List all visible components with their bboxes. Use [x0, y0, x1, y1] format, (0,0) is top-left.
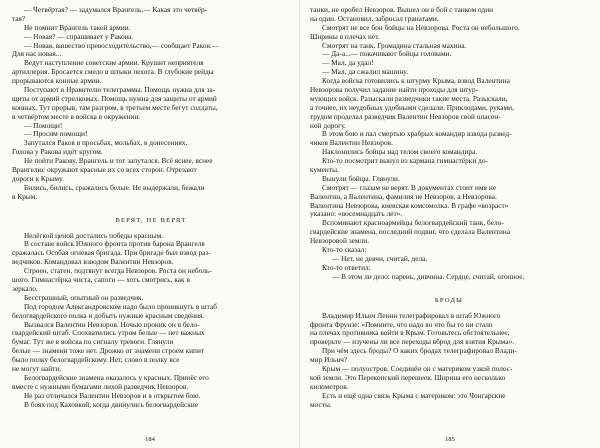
text-line: Вызвался Валентин Невзоров. Ночью проник он в бело- [24, 320, 200, 329]
text-line: — Новая? — спрашивает у Ракова. [24, 32, 134, 41]
page-number: 184 [145, 436, 155, 443]
text-line: Смотрят — глазам не верят. В документах стоит имя не [322, 183, 497, 192]
text-line: В этом бою и пал смертью храбрых командир взвода развед- [322, 130, 512, 139]
text-line: Под городом Александровском надо было проникнуть в штаб [24, 302, 217, 311]
text-line: артиллерия. Бросается смело в штыки пехота. В глубокие рейды [12, 68, 214, 77]
text-line: Врангелю: окружают красные их со всех сторон. Отрезают [12, 166, 197, 175]
text-line: Бились, бились, сражались белые. Не выдержали, бежали [24, 183, 205, 192]
text-line: тая? [12, 14, 26, 23]
text-line: а точнее, их неудобных удобными сделали. Приклодами, руками, [310, 103, 514, 112]
text-line: щиты от армий стрелковых. Помощь нужна для защиты от армий [12, 94, 217, 103]
text-line: Поступают в Нравителю телеграммы. Помощь нужна для за- [24, 86, 216, 95]
text-line: Запутался Раков в просьбах, мольбах, в донесениях. [24, 139, 188, 148]
text-line: в Крым. [12, 192, 38, 201]
text-line: В составе войск Южного фронта против барона Врангеля [24, 240, 205, 249]
page-number: 185 [445, 436, 455, 443]
text-line: Крым — полуостров. Соединён он с материком узкой полос- [322, 364, 513, 373]
text-line: фронта Фрунзе: «Помните, что надо во что бы то ни стало [310, 320, 493, 329]
text-line: кументы. [310, 166, 339, 175]
text-line: мующих войск. Разыскали разведчики такие места. Разыскали, [310, 94, 508, 103]
text-line: в четвёртом месте в войска в окружении. [12, 112, 141, 121]
text-line: Для нас новая... [12, 50, 62, 59]
text-line: Не помнит Врангель такой армии. [24, 23, 131, 32]
text-line: — Новая, вашество превосходительство,— сообщает Раков.— [24, 41, 220, 50]
text-line: Ведут наступление советские армии. Крушит неприятеля [24, 59, 204, 68]
text-line: дороги к Крыму. [12, 174, 64, 183]
text-line: Белогвардейские знамена оказалось у красных. Принёс его [24, 373, 209, 382]
text-line: трудом проделал разведчик Валентин Невзоров свой опасен- [310, 112, 501, 121]
text-line: Смотрят не все бон бойцы на Невзорова. Роста он небольшого. [322, 23, 520, 32]
text-line: Ширины в плечах нет. [310, 32, 380, 41]
text-line: прорываются конные армии. [12, 77, 102, 86]
text-line: шого. Гимнастёрка чиста, сапоги — хоть смотрись, как в [12, 276, 190, 285]
text-line: было полку белогвардейскому. Нет, слово в полку все [12, 356, 180, 365]
text-line: — Мал, да сжалил машину. [322, 68, 409, 77]
text-line: — Да-а...— покачивают бойцы головами. [322, 50, 452, 59]
text-line: сражалась Особая огневая бригада. При бригаде был взвод раз- [12, 249, 211, 258]
text-line: Нелёгкой ценой достались победы красным. [24, 231, 164, 240]
text-line: В боях под Каховкой, когда двинулись белогвардейские [24, 400, 199, 409]
text-line: не могут найти. [12, 364, 62, 373]
text-line: Бесстрашный, опытный он разведчик. [24, 293, 144, 302]
text-line: — Мал, да удал! [322, 59, 374, 68]
text-line: на плечах противника войти в Крым. Готовьтесь обстоятельнее, [310, 329, 510, 338]
text-line: указано: «восемнадцать лет». [310, 210, 403, 219]
text-line: Кто-то сказал: [322, 246, 367, 255]
text-line: Кто-то посмотрит вынул из кармана гимнастёрки до- [322, 157, 488, 166]
text-line: Невзорова получил задание найти проходы для штур- [310, 86, 479, 95]
right-page [300, 0, 600, 448]
text-line: При чём здесь броды? О каких бродах телеграфировал Влади- [322, 347, 517, 356]
text-line: танки, не оробел Невзоров. Вышел он в бой с танком один [310, 6, 494, 14]
text-line: — Четвёртая? — задумался Врангель.— Какая это четвёр- [24, 6, 208, 14]
left-section-2 [12, 232, 290, 410]
text-line: проверьте — изучены ли все переходы вброд для взятия Крыма». [310, 338, 515, 347]
text-line: Вспоминают красноармейцы белогвардейский танк, бело- [322, 219, 504, 228]
text-line: Валентина Невзорова, киевская комсомолка. В графе «возраст» [310, 201, 509, 210]
text-line: ведчиков. Командовал взводом Валентин Невзоров. [12, 258, 174, 267]
right-section-1 [310, 6, 588, 282]
text-line: вместе с нужными бумагами лихой разведчик Невзоров. [12, 382, 189, 391]
text-line: Голова у Ракова идёт кругом. [12, 148, 103, 157]
text-line: Валентин, а Валентина, фамилия не Невзоров, а Невзорова. [310, 192, 497, 201]
section-heading: ВЕРЯТ, НЕ ВЕРЯТ [115, 216, 187, 224]
text-line: зеркало. [12, 284, 38, 293]
text-line: — Просим помощи! [24, 130, 88, 139]
text-line: Смотрят на танк. Громадина стальная махина. [322, 41, 467, 50]
text-line: чиков Валентин Невзоров. [310, 139, 393, 148]
text-line: Вынули бойцы. Глянули. [322, 174, 400, 183]
text-line: белогвардейского полка и добыть нужные красным сведения. [12, 311, 205, 320]
left-section-1 [12, 6, 290, 202]
text-line: конных. Тут прорыв, там разгром, в третьем месте бегут солдаты, [12, 103, 218, 112]
text-line: гвардейские знамена, последний подвиг, что сделала Валентина [310, 228, 511, 237]
text-line: Строен, статен, подтянут всегда Невзоров. Роста он неболь- [24, 267, 212, 276]
text-line: гвардейский штаб. Спохватились утром белые — нет важных [12, 329, 205, 338]
section-heading: БРОДЫ [434, 296, 464, 304]
text-line: кой земли. Это Перекопский перешеек. Ширина его несколько [310, 373, 506, 382]
right-section-2 [310, 312, 588, 410]
text-line: ной дорогу. [310, 121, 346, 130]
text-line: белые — знамени тоже нет. Дрожко от знамени строем кипит [12, 347, 205, 356]
text-line: — Помощи! [24, 121, 63, 130]
text-line: Кто-то ответил: [322, 263, 371, 272]
text-line: Когда войска готовились к штурму Крыма, взвод Валентина [322, 77, 510, 86]
text-line: Не раз отличался Валентин Невзоров и в открытом бою. [24, 391, 201, 400]
text-line: Есть и ещё одна связь Крыма с материком: это Чонгарские [322, 391, 506, 400]
text-line: Владимир Ильич Ленин телеграфировал в штаб Южного [322, 311, 501, 320]
text-line: Не пойти Ракову, Врангель и тот запутался. Всё яснее, яснее [24, 157, 213, 166]
text-line: мосты. [310, 400, 332, 409]
text-line: — В этом ли дело: парень, дивчина. Сердце, считай, огонное. [332, 272, 525, 281]
text-line: — Нет, не девчи, считай, дела. [332, 254, 428, 263]
text-line: километров. [310, 382, 349, 391]
text-line: Невзоровой земли. [310, 237, 369, 246]
text-line: Наклонились бойцы над телом своего командира. [322, 148, 478, 157]
text-line: бумаг. Тут же в войска по сигналу тревоги. Глянули [12, 338, 174, 347]
text-line: на один. Остановил, забросал гранатами. [310, 14, 439, 23]
text-line: мир Ильич? [310, 356, 348, 365]
